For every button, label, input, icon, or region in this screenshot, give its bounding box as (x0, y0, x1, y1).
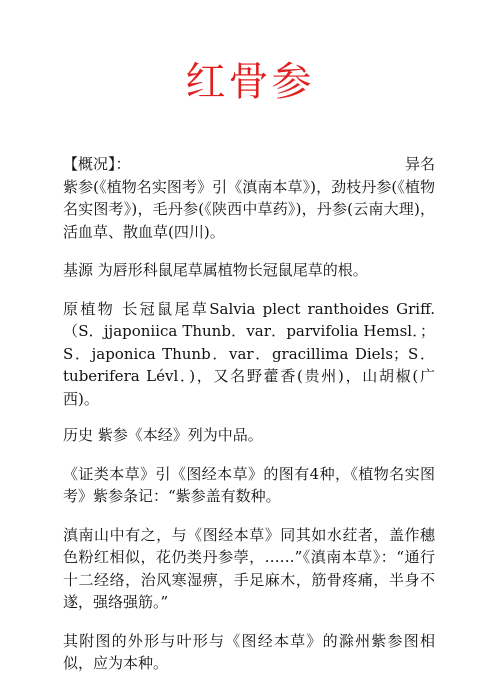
body-paragraph: 《证类本草》引《图经本草》的图有4种，《植物名实图考》紫参条记：“紫参盖有数种。 (63, 464, 435, 505)
synonym-label: 异名 (404, 155, 435, 173)
document-title: 红骨参 (185, 59, 315, 105)
overview-text: 紫参(《植物名实图考》引《滇南本草》)，劲枝丹参(《植物名实图考》)，毛丹参(《陕西中草药》)，丹参(云南大理)，活血草、散血草(四川)。 (63, 177, 435, 241)
document-body (63, 153, 435, 691)
overview-label: 【概况】： (63, 155, 131, 173)
overview-header (63, 153, 435, 176)
body-paragraph: 其附图的外形与叶形与《图经本草》的滁州紫参图相似，应为本种。 (63, 631, 435, 672)
overview-section (63, 153, 435, 243)
body-paragraph: 滇南山中有之，与《图经本草》同其如水荭者，盖作穗色粉红相似，花仍类丹参荸，……”《滇南本草》：“通行十二经络，治风寒湿痹，手足麻木，筋骨疼痛，半身不遂，强络强筋。” (63, 525, 435, 611)
source-paragraph: 基源 为唇形科鼠尾草属植物长冠鼠尾草的根。 (63, 261, 368, 279)
history-paragraph: 历史 紫参《本经》列为中品。 (63, 426, 263, 444)
plant-paragraph: 原植物 长冠鼠尾草Salvia plect ranthoides Griff.（S．jjaponiica Thunb．var．parvifolia Hemsl．；S．japonica Thunb．var．gracillima Diels；S．tuberifera Lévl．)，又名野藿香(贵州)，山胡椒(广西)。 (63, 299, 435, 408)
